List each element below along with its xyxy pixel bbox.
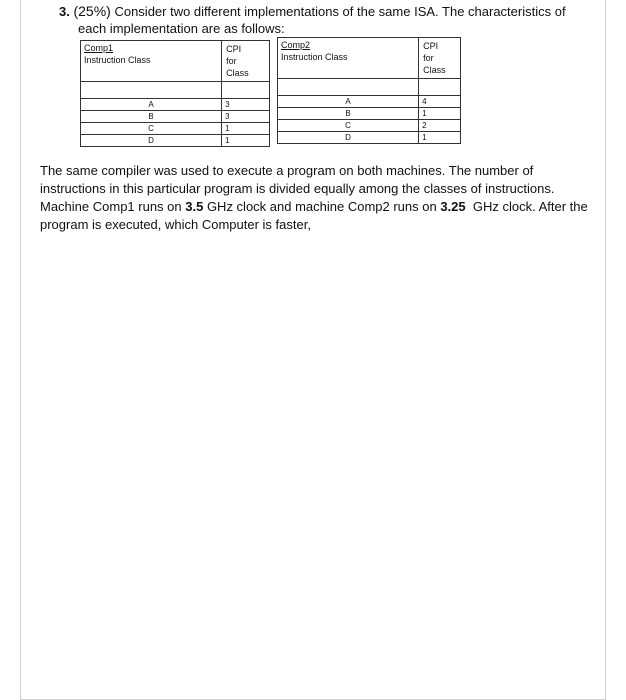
comp2-header-class xyxy=(278,38,419,79)
problem-paragraph xyxy=(40,162,600,234)
comp2-spacer-row xyxy=(278,79,461,96)
comp1-machine-name: Comp1 xyxy=(84,43,114,53)
comp2-cpi-cell: 1 xyxy=(419,108,461,120)
comp2-class-cell: D xyxy=(278,132,419,144)
comp2-class-cell: A xyxy=(278,96,419,108)
question-heading xyxy=(59,3,566,19)
comp1-class-cell: D xyxy=(81,135,222,147)
comp2-clock-value: 3.25 xyxy=(440,199,466,214)
table-row xyxy=(278,96,461,108)
table-row xyxy=(278,108,461,120)
comp1-cpi-cell: 3 xyxy=(222,111,270,123)
question-number: 3. xyxy=(59,4,70,19)
comp1-cpi-header-1: CPI xyxy=(226,44,242,54)
question-weight: (25%) xyxy=(73,3,111,19)
comp1-cpi-cell: 3 xyxy=(222,99,270,111)
paragraph-line4: program is executed, which Computer is faster, xyxy=(40,217,311,232)
page-border-right xyxy=(605,0,606,700)
table-row xyxy=(278,132,461,144)
table-row xyxy=(278,120,461,132)
comp2-cpi-cell: 2 xyxy=(419,120,461,132)
table-row xyxy=(81,135,270,147)
comp1-cpi-header-3: Class xyxy=(226,68,249,78)
comp1-class-cell: A xyxy=(81,99,222,111)
comp1-spacer-row xyxy=(81,82,270,99)
comp1-cpi-cell: 1 xyxy=(222,135,270,147)
comp1-cpi-cell: 1 xyxy=(222,123,270,135)
comp2-header-row xyxy=(278,38,461,79)
comp1-table xyxy=(80,40,270,147)
table-row xyxy=(81,123,270,135)
comp2-cpi-header-1: CPI xyxy=(423,41,439,51)
paragraph-line2: instructions in this particular program is divided equally among the classes of instructions. xyxy=(40,181,555,196)
table-row xyxy=(81,111,270,123)
comp1-class-cell: B xyxy=(81,111,222,123)
comp1-header-row xyxy=(81,41,270,82)
comp2-header-cpi xyxy=(419,38,461,79)
comp2-class-cell: C xyxy=(278,120,419,132)
comp2-cpi-cell: 4 xyxy=(419,96,461,108)
question-text-line2: each implementation are as follows: xyxy=(78,21,285,36)
comp2-class-cell: B xyxy=(278,108,419,120)
page-border-left xyxy=(20,0,21,700)
paragraph-line3 xyxy=(40,198,600,216)
comp2-class-header: Instruction Class xyxy=(281,52,348,62)
comp1-header-cpi xyxy=(222,41,270,82)
comp1-cpi-header-2: for xyxy=(226,56,237,66)
paragraph-line3-part3: GHz clock. After the xyxy=(465,199,588,214)
table-row xyxy=(81,99,270,111)
paragraph-line3-part1: Machine Comp1 runs on xyxy=(40,199,186,214)
comp1-class-cell: C xyxy=(81,123,222,135)
comp2-machine-name: Comp2 xyxy=(281,40,311,50)
paragraph-line3-part2: GHz clock and machine Comp2 runs on xyxy=(203,199,441,214)
comp2-cpi-header-3: Class xyxy=(423,65,446,75)
comp2-cpi-cell: 1 xyxy=(419,132,461,144)
comp1-clock-value: 3.5 xyxy=(185,199,204,214)
comp1-class-header: Instruction Class xyxy=(84,55,151,65)
comp2-cpi-header-2: for xyxy=(423,53,434,63)
paragraph-line1: The same compiler was used to execute a program on both machines. The number of xyxy=(40,163,534,178)
comp2-table xyxy=(277,37,461,144)
question-text-line1: Consider two different implementations of the same ISA. The characteristics of xyxy=(114,4,566,19)
comp1-header-class xyxy=(81,41,222,82)
